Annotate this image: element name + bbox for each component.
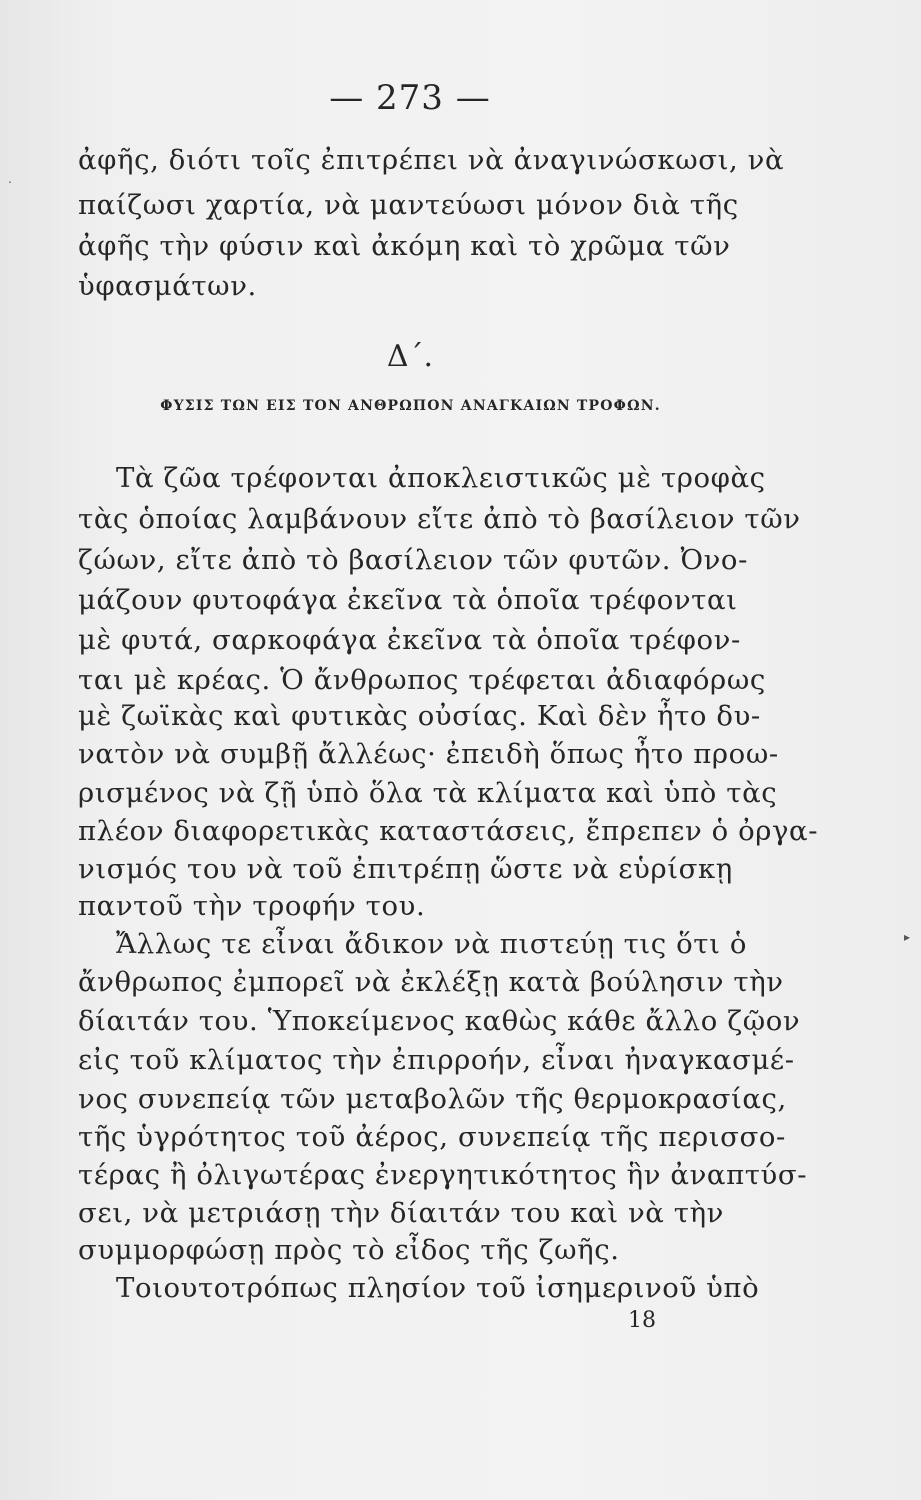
text-line: ἀφῆς τὴν φύσιν καὶ ἀκόμη καὶ τὸ χρῶμα τῶν bbox=[78, 230, 731, 262]
text-line: εἰς τοῦ κλίματος τὴν ἐπιρροήν, εἶναι ἠναγκασμέ- bbox=[78, 1044, 795, 1076]
text-line: μὲ φυτά, σαρκοφάγα ἐκεῖνα τὰ ὁποῖα τρέφον- bbox=[78, 624, 741, 656]
paragraph-first-line: Ἄλλως τε εἶναι ἄδικον νὰ πιστεύῃ τις ὅτι ὁ bbox=[116, 928, 748, 960]
text-line: ρισμένος νὰ ζῇ ὑπὸ ὅλα τὰ κλίματα καὶ ὑπὸ τὰς bbox=[78, 777, 778, 809]
margin-arrow-mark: ▸ bbox=[904, 930, 911, 944]
text-line: σει, νὰ μετριάσῃ τὴν δίαιτάν του καὶ νὰ τὴν bbox=[78, 1197, 724, 1229]
paragraph-first-line: Τὰ ζῶα τρέφονται ἀποκλειστικῶς μὲ τροφὰς bbox=[116, 462, 766, 494]
text-line: μὲ ζωϊκὰς καὶ φυτικὰς οὐσίας. Καὶ δὲν ἦτο δυ- bbox=[78, 700, 761, 732]
text-line: πλέον διαφορετικὰς καταστάσεις, ἔπρεπεν ὁ ὀργα- bbox=[78, 815, 819, 847]
text-line: τῆς ὑγρότητος τοῦ ἀέρος, συνεπείᾳ τῆς περισσο- bbox=[78, 1121, 786, 1153]
text-line: τὰς ὁποίας λαμβάνουν εἴτε ἀπὸ τὸ βασίλειον τῶν bbox=[78, 503, 801, 535]
printer-signature-mark: 18 bbox=[628, 1308, 656, 1333]
section-number: Δ΄. bbox=[386, 339, 434, 374]
text-line: παντοῦ τὴν τροφήν του. bbox=[78, 890, 426, 922]
stray-dot: . bbox=[8, 172, 12, 186]
text-line: νος συνεπείᾳ τῶν μεταβολῶν τῆς θερμοκρασίας, bbox=[78, 1083, 787, 1115]
paragraph-first-line: Τοιουτοτρόπως πλησίον τοῦ ἰσημερινοῦ ὑπὸ bbox=[116, 1272, 760, 1304]
page-number-header: — 273 — bbox=[329, 78, 491, 118]
text-line: ται μὲ κρέας. Ὁ ἄνθρωπος τρέφεται ἀδιαφόρως bbox=[78, 664, 766, 696]
text-line: νισμός του νὰ τοῦ ἐπιτρέπῃ ὥστε νὰ εὑρίσκῃ bbox=[78, 853, 733, 885]
text-line: νατὸν νὰ συμβῇ ἄλλέως· ἐπειδὴ ὅπως ἦτο προω- bbox=[78, 738, 779, 770]
text-line: ἀφῆς, διότι τοῖς ἐπιτρέπει νὰ ἀναγινώσκωσι, νὰ bbox=[78, 144, 785, 176]
text-line: ἄνθρωπος ἐμπορεῖ νὰ ἐκλέξῃ κατὰ βούλησιν τὴν bbox=[78, 966, 784, 998]
text-line: ζώων, εἴτε ἀπὸ τὸ βασίλειον τῶν φυτῶν. Ὀνο- bbox=[78, 544, 748, 576]
text-line: ὑφασμάτων. bbox=[78, 270, 257, 302]
section-title: ΦΥΣΙΣ ΤΩΝ ΕΙΣ ΤΟΝ ΑΝΘΡΩΠΟΝ ΑΝΑΓΚΑΙΩΝ ΤΡΟΦΩΝ. bbox=[160, 398, 661, 414]
text-line: παίζωσι χαρτία, νὰ μαντεύωσι μόνον διὰ τῆς bbox=[78, 189, 739, 221]
text-line: μάζουν φυτοφάγα ἐκεῖνα τὰ ὁποῖα τρέφονται bbox=[78, 584, 738, 616]
text-line: δίαιτάν του. Ὑποκείμενος καθὼς κάθε ἄλλο ζῷον bbox=[78, 1005, 801, 1037]
text-line: συμμορφώσῃ πρὸς τὸ εἶδος τῆς ζωῆς. bbox=[78, 1234, 620, 1266]
text-line: τέρας ἢ ὀλιγωτέρας ἐνεργητικότητος ἣν ἀναπτύσ- bbox=[78, 1159, 808, 1191]
